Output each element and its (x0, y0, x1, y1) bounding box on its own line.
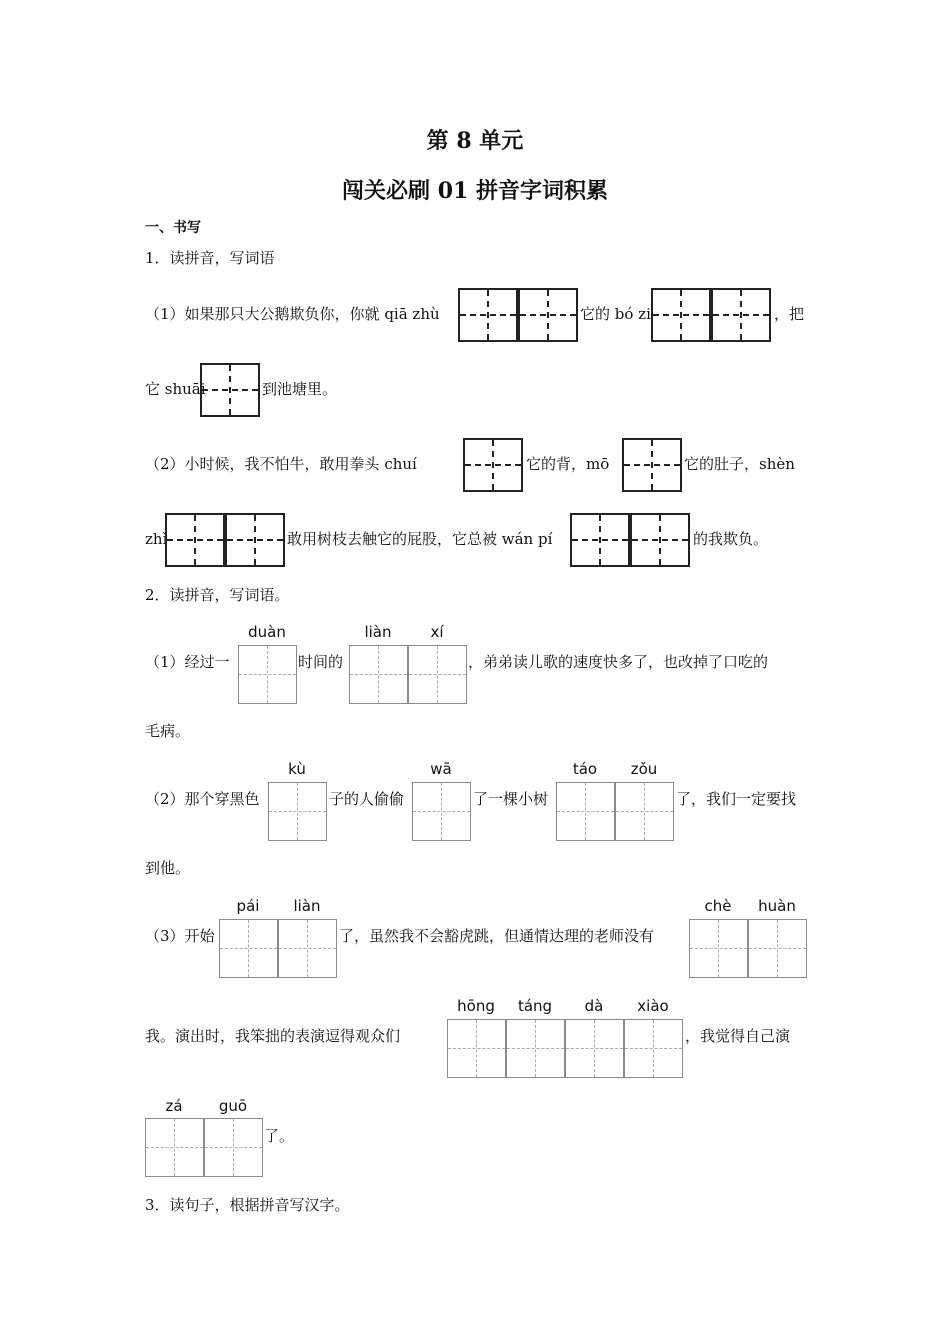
question-2-title: 2．读拼音，写词语。 (145, 586, 290, 604)
pinyin-label: hōng (457, 997, 495, 1015)
q2-p2-text-5: 到他。 (145, 859, 191, 877)
q1-p1-text-2: 它的 bó zi (580, 305, 651, 323)
answer-box[interactable] (624, 1019, 683, 1078)
pinyin-label: dà (584, 997, 604, 1015)
q1-p2-text-2: 它的背，mō (526, 455, 610, 473)
answer-box[interactable] (506, 1019, 565, 1078)
answer-box[interactable] (165, 513, 225, 567)
answer-box[interactable] (518, 288, 578, 342)
answer-box[interactable] (238, 645, 297, 704)
q2-p2-text-4: 了，我们一定要找 (676, 790, 797, 808)
answer-box[interactable] (689, 919, 748, 978)
pinyin-label: xí (430, 623, 444, 641)
pinyin-label: guō (218, 1097, 248, 1115)
answer-box[interactable] (225, 513, 285, 567)
pinyin-label: kù (288, 760, 306, 778)
q2-p3-text-2: 了，虽然我不会豁虎跳，但通情达理的老师没有 (339, 927, 655, 945)
answer-box[interactable] (565, 1019, 624, 1078)
pinyin-label: zǒu (630, 760, 658, 778)
answer-box[interactable] (458, 288, 518, 342)
q1-p2-text-1: （2）小时候，我不怕牛，敢用拳头 chuí (145, 455, 417, 473)
q1-p1-text-1: （1）如果那只大公鹅欺负你，你就 qiā zhù (145, 305, 440, 323)
pinyin-label: duàn (248, 623, 286, 641)
q2-p2-text-2: 子的人偷偷 (329, 790, 405, 808)
pinyin-label: táng (517, 997, 553, 1015)
q2-p1-text-1: （1）经过一 (145, 653, 230, 671)
answer-box[interactable] (463, 438, 523, 492)
q2-p3-text-1: （3）开始 (145, 927, 215, 945)
answer-box[interactable] (145, 1118, 204, 1177)
q2-p2-text-1: （2）那个穿黑色 (145, 790, 260, 808)
q2-p1-text-3: ，弟弟读儿歌的速度快多了，也改掉了口吃的 (468, 653, 769, 671)
answer-box[interactable] (651, 288, 711, 342)
answer-box[interactable] (219, 919, 278, 978)
q1-p2-text-6: 的我欺负。 (693, 530, 769, 548)
answer-box[interactable] (268, 782, 327, 841)
q1-p1-text-3: ，把 (774, 305, 805, 323)
q2-p2-text-3: 了一棵小树 (473, 790, 549, 808)
answer-box[interactable] (204, 1118, 263, 1177)
q1-p1-text-5: 到池塘里。 (262, 380, 338, 398)
answer-box[interactable] (622, 438, 682, 492)
answer-box[interactable] (630, 513, 690, 567)
section-heading: 一、书写 (145, 220, 201, 236)
pinyin-label: táo (572, 760, 598, 778)
q2-p1-text-4: 毛病。 (145, 722, 191, 740)
answer-box[interactable] (447, 1019, 506, 1078)
q2-p3-text-5: 了。 (264, 1127, 295, 1145)
pinyin-label: xiào (637, 997, 669, 1015)
q2-p1-text-2: 时间的 (298, 653, 344, 671)
question-1-title: 1．读拼音，写词语 (145, 249, 275, 267)
question-3-title: 3．读句子，根据拼音写汉字。 (145, 1196, 350, 1214)
page-subtitle: 闯关必刷 01 拼音字词积累 (342, 178, 608, 204)
pinyin-label: liàn (293, 897, 321, 915)
answer-box[interactable] (200, 363, 260, 417)
q1-p2-text-5: 敢用树枝去触它的屁股，它总被 wán pí (287, 530, 553, 548)
answer-box[interactable] (711, 288, 771, 342)
pinyin-label: liàn (364, 623, 392, 641)
answer-box[interactable] (748, 919, 807, 978)
q1-p2-text-4: zhì (145, 530, 168, 548)
answer-box[interactable] (278, 919, 337, 978)
page-title: 第 8 单元 (426, 128, 524, 154)
q2-p3-text-3: 我。演出时，我笨拙的表演逗得观众们 (145, 1027, 401, 1045)
q2-p3-text-4: ，我觉得自己演 (685, 1027, 791, 1045)
answer-box[interactable] (570, 513, 630, 567)
pinyin-label: chè (704, 897, 732, 915)
answer-box[interactable] (408, 645, 467, 704)
answer-box[interactable] (556, 782, 615, 841)
pinyin-label: huàn (758, 897, 796, 915)
pinyin-label: wā (430, 760, 452, 778)
answer-box[interactable] (412, 782, 471, 841)
q1-p1-text-4: 它 shuāi (145, 380, 206, 398)
answer-box[interactable] (349, 645, 408, 704)
pinyin-label: zá (165, 1097, 183, 1115)
pinyin-label: pái (236, 897, 260, 915)
answer-box[interactable] (615, 782, 674, 841)
q1-p2-text-3: 它的肚子，shèn (684, 455, 795, 473)
